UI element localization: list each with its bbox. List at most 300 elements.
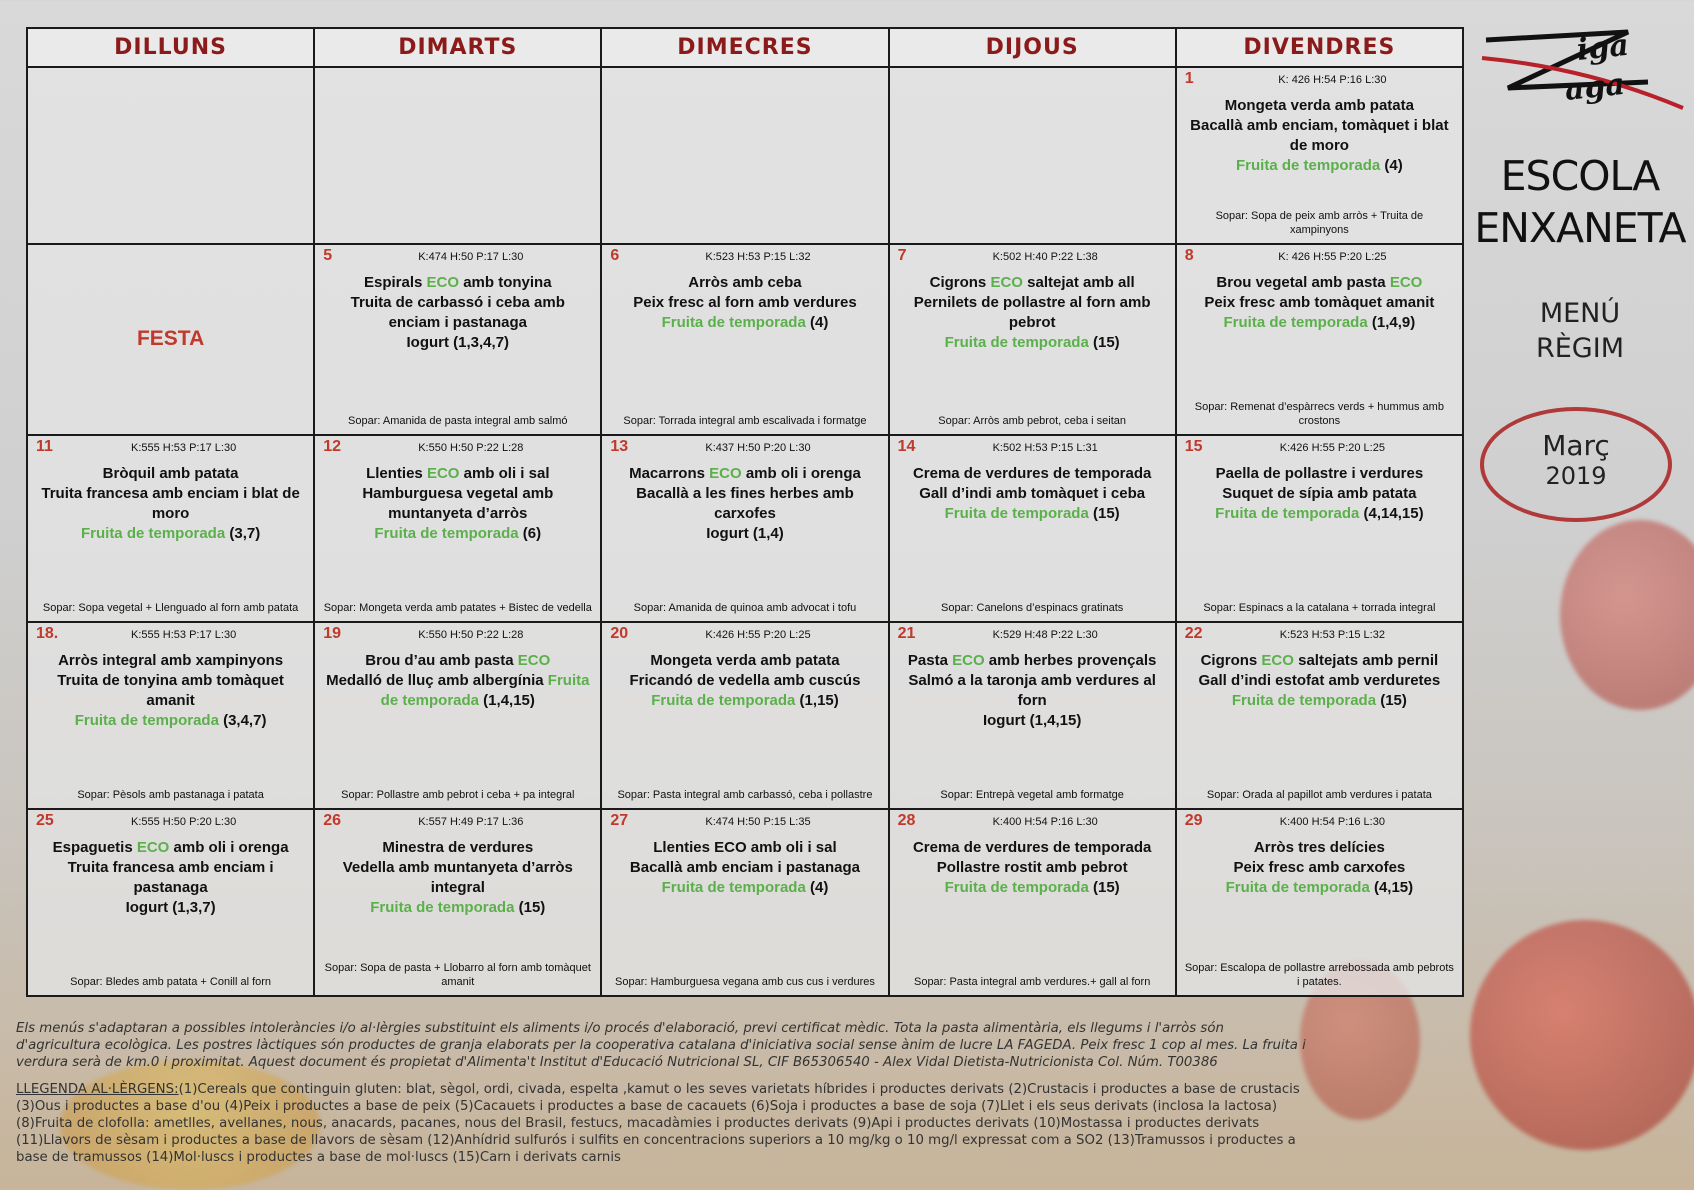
highlight-text: ECO — [990, 274, 1023, 291]
nutrition-info: K:523 H:53 P:15 L:32 — [1279, 629, 1385, 641]
day-number: 28 — [897, 812, 916, 829]
dish-text: Gall d’indi estofat amb verduretes — [1198, 672, 1441, 689]
dish-line — [610, 313, 879, 333]
footer — [16, 1020, 1306, 1166]
dish-line — [898, 504, 1167, 524]
dish-line — [36, 484, 305, 524]
side-panel — [1466, 0, 1694, 1000]
dish-text: Arròs amb ceba — [688, 274, 802, 291]
highlight-text: Fruita de temporada — [74, 712, 219, 729]
holiday-label: FESTA — [136, 327, 205, 350]
dish-line — [1185, 651, 1454, 671]
dish-text: amb oli i orenga — [169, 839, 289, 856]
legend-title: LLEGENDA AL·LÈRGENS: — [16, 1082, 179, 1097]
highlight-text: Fruita de temporada — [374, 525, 519, 542]
dinner-suggestion: Sopar: Orada al papillot amb verdures i patata — [1206, 789, 1432, 801]
day-cell — [314, 244, 601, 435]
dish-text: Truita de tonyina amb tomàquet amanit — [57, 672, 284, 709]
day-cell-content — [602, 436, 887, 621]
dish-text: Mongeta verda amb patata — [1224, 97, 1414, 114]
legend-text: (1)Cereals que continguin gluten: blat, sègol, ordi, civada, espelta ,kamut o les seves varietats híbrides i productes derivats (2)Crustacis i productes a base de crustacis (3)Ous i productes a base d'ou (4)Peix i productes a base de peix (5)Cacauets i productes a base de cacauets (6)Soja i productes a base de soja (7)Llet i els seus derivats (inclosa la lactosa) (8)Fruita de clofolla: ametlles, avellanes, nous, anacards, pacanes, nous del Brasil, festucs, macadàmies i productes derivats (9)Api i productes derivats (10)Mostassa i productes derivats (11)Llavors de sèsam i productes a base de llavors de sèsam (12)Anhídrid sulfurós i sulfits en concentracions superiors a 10 mg/kg o 10 mg/l expressat com a SO2 (13)Tramussos i productes a base de tramussos (14)Mol·luscs i productes a base de mol·luscs (15)Carn i derivats carnis — [16, 1082, 1300, 1165]
dish-line — [323, 293, 592, 333]
dish-text: Iogurt (1,3,7) — [125, 899, 216, 916]
highlight-text: Fruita de temporada — [380, 672, 590, 709]
day-number: 26 — [323, 812, 341, 829]
dish-text: (6) — [518, 525, 542, 542]
dish-text: (15) — [1088, 334, 1120, 351]
dish-list — [898, 651, 1167, 731]
dish-text: Truita francesa amb enciam i blat de moro — [41, 485, 300, 522]
dish-list — [323, 838, 592, 918]
dish-line — [610, 691, 879, 711]
day-cell — [601, 244, 888, 435]
dish-list — [610, 464, 879, 544]
dinner-suggestion: Sopar: Espinacs a la catalana + torrada integral — [1203, 602, 1436, 614]
dish-line — [898, 464, 1167, 484]
menu-type-line-1: MENÚ — [1539, 298, 1621, 329]
dish-line — [323, 464, 592, 484]
day-cell — [27, 809, 314, 996]
day-number: 14 — [897, 438, 916, 455]
dish-list — [610, 651, 879, 711]
dish-line — [1185, 671, 1454, 691]
dish-text: (1,4,9) — [1367, 314, 1416, 331]
dish-text: (1,4,15) — [479, 692, 535, 709]
dish-list — [1185, 838, 1454, 898]
day-cell-content — [890, 436, 1175, 621]
dish-line — [1185, 313, 1454, 333]
week-row — [27, 435, 1463, 622]
day-cell-content — [1177, 436, 1462, 621]
day-cell-content — [890, 623, 1175, 808]
dish-list — [323, 273, 592, 353]
day-cell — [27, 244, 314, 435]
dish-list — [36, 651, 305, 731]
dish-text: Hamburguesa vegetal amb muntanyeta d’arròs — [362, 485, 554, 522]
header-divendres: DIVENDRES — [1176, 28, 1463, 67]
dinner-suggestion: Sopar: Mongeta verda amb patates + Bistec de vedella — [323, 602, 592, 614]
day-cell — [889, 244, 1176, 435]
ziga-zaga-logo — [1478, 28, 1688, 118]
dinner-suggestion: Sopar: Pasta integral amb carbassó, ceba i pollastre — [617, 789, 873, 801]
day-number: 12 — [323, 438, 341, 455]
dish-list — [610, 273, 879, 333]
dish-text: Pollastre rostit amb pebrot — [936, 859, 1128, 876]
dish-text: Pasta — [907, 652, 953, 669]
dish-text: Gall d’indi amb tomàquet i ceba — [919, 485, 1146, 502]
dish-line — [1185, 691, 1454, 711]
dinner-suggestion: Sopar: Sopa de pasta + Llobarro al forn amb tomàquet amanit — [324, 962, 591, 988]
highlight-text: Fruita de temporada — [944, 879, 1089, 896]
dinner-suggestion: Sopar: Amanida de quinoa amb advocat i tofu — [633, 602, 857, 614]
dish-line — [1185, 878, 1454, 898]
dish-text: (4) — [805, 314, 829, 331]
day-cell — [889, 435, 1176, 622]
dish-text: Iogurt (1,4) — [706, 525, 784, 542]
dinner-suggestion: Sopar: Remenat d’espàrrecs verds + hummus amb crostons — [1194, 401, 1444, 427]
highlight-text: Fruita de temporada — [944, 505, 1089, 522]
school-line-1: ESCOLA — [1500, 152, 1660, 200]
dish-line — [1185, 116, 1454, 156]
day-cell — [1176, 622, 1463, 809]
highlight-text: ECO — [1389, 274, 1423, 291]
day-number: 13 — [610, 438, 629, 455]
school-line-2: ENXANETA — [1474, 204, 1686, 252]
day-cell-content — [315, 436, 600, 621]
week-row — [27, 67, 1463, 244]
school-name — [1466, 150, 1694, 254]
day-cell-content — [1177, 810, 1462, 995]
dish-line — [898, 333, 1167, 353]
day-cell — [1176, 244, 1463, 435]
dish-text: amb oli i orenga — [741, 465, 861, 482]
day-number: 19 — [323, 625, 341, 642]
day-number: 6 — [610, 247, 620, 264]
dish-text: Fricandó de vedella amb cuscús — [629, 672, 861, 689]
day-cell — [601, 622, 888, 809]
dish-text: saltejat amb all — [1022, 274, 1135, 291]
dish-text: Arròs integral amb xampinyons — [58, 652, 284, 669]
highlight-text: Fruita de temporada — [1215, 505, 1360, 522]
day-cell-content — [28, 436, 313, 621]
day-cell-content — [890, 810, 1175, 995]
dish-line — [36, 671, 305, 711]
dish-text: Iogurt (1,4,15) — [982, 712, 1082, 729]
dish-text: Cigrons — [929, 274, 991, 291]
nutrition-info: K:437 H:50 P:20 L:30 — [705, 442, 811, 454]
dish-text: Minestra de verdures — [382, 839, 534, 856]
day-cell — [314, 435, 601, 622]
day-cell-content — [28, 810, 313, 995]
dish-list — [898, 464, 1167, 524]
dish-text: saltejats amb pernil — [1293, 652, 1439, 669]
dish-text: (15) — [514, 899, 546, 916]
dish-line — [898, 273, 1167, 293]
nutrition-info: K:555 H:53 P:17 L:30 — [131, 442, 237, 454]
dish-list — [36, 464, 305, 544]
dish-line — [610, 858, 879, 878]
highlight-text: Fruita de temporada — [661, 879, 806, 896]
dish-line — [1185, 504, 1454, 524]
highlight-text: Fruita de temporada — [1231, 692, 1377, 709]
nutrition-info: K: 426 H:55 P:20 L:25 — [1278, 251, 1387, 263]
week-row — [27, 244, 1463, 435]
dish-text: Paella de pollastre i verdures — [1215, 465, 1424, 482]
day-cell — [601, 435, 888, 622]
dish-text: Iogurt (1,3,4,7) — [406, 334, 510, 351]
dish-text: (3,4,7) — [218, 712, 267, 729]
dish-text: amb oli i sal — [459, 465, 550, 482]
highlight-text: Fruita de temporada — [80, 525, 226, 542]
dish-line — [898, 711, 1167, 731]
week-row — [27, 622, 1463, 809]
highlight-text: ECO — [952, 652, 985, 669]
day-cell-content — [602, 810, 887, 995]
nutrition-info: K:550 H:50 P:22 L:28 — [418, 629, 524, 641]
nutrition-info: K: 426 H:54 P:16 L:30 — [1278, 74, 1387, 86]
day-number: 25 — [36, 812, 54, 829]
header-dijous: DIJOUS — [889, 28, 1176, 67]
dish-text: Truita de carbassó i ceba amb enciam i pastanaga — [350, 294, 565, 331]
day-cell — [314, 622, 601, 809]
dish-line — [1185, 156, 1454, 176]
dish-text: (3,7) — [225, 525, 261, 542]
dish-text: (4,14,15) — [1359, 505, 1424, 522]
dish-line — [898, 838, 1167, 858]
dish-text: Mongeta verda amb patata — [650, 652, 840, 669]
footer-notes: Els menús s'adaptaran a possibles intoleràncies i/o al·lèrgies substituint els aliments i/o procés d'elaboració, previ certificat mèdic. Tota la pasta alimentària, els llegums i l'arròs són d'agricultura ecològica. Les postres làctiques són productes de granja elaborats per la cooperativa catalana d'iniciativa social sense ànim de lucre LA FAGEDA. Peix fresc 1 cop al mes. La fruita i verdura serà de km.0 i proximitat. Aquest document és propietat d'Alimenta't Institut d'Educació Nutricional SL, CIF B65306540 - Alex Vidal Dietista-Nutricionista Col. Núm. T00386 — [16, 1021, 1306, 1070]
svg-text:aga: aga — [1563, 66, 1627, 108]
dish-list — [36, 838, 305, 918]
day-cell-content — [890, 68, 1175, 243]
dish-line — [36, 464, 305, 484]
dish-line — [1185, 293, 1454, 313]
dish-text: Crema de verdures de temporada — [912, 839, 1152, 856]
dinner-suggestion: Sopar: Torrada integral amb escalivada i formatge — [623, 415, 867, 427]
dinner-suggestion: Sopar: Sopa vegetal + Llenguado al forn amb patata — [42, 602, 299, 614]
year-label: 2019 — [1545, 462, 1607, 490]
day-cell-content — [602, 623, 887, 808]
dish-line — [610, 651, 879, 671]
dish-line — [610, 484, 879, 524]
dish-text: Bròquil amb patata — [102, 465, 239, 482]
day-cell-content — [1177, 245, 1462, 434]
nutrition-info: K:400 H:54 P:16 L:30 — [1279, 816, 1385, 828]
day-cell — [1176, 809, 1463, 996]
dish-text: Bacallà amb enciam, tomàquet i blat de moro — [1190, 117, 1449, 154]
dish-line — [1185, 273, 1454, 293]
day-number: 15 — [1184, 438, 1203, 455]
dish-list — [323, 651, 592, 711]
dish-text: (15) — [1376, 692, 1407, 709]
dish-text: Llenties ECO amb oli i sal — [653, 839, 837, 856]
dish-list — [1185, 273, 1454, 333]
dish-line — [36, 711, 305, 731]
dish-text: (1,15) — [795, 692, 839, 709]
dish-line — [323, 273, 592, 293]
dish-text: Cigrons — [1200, 652, 1262, 669]
dish-list — [610, 838, 879, 898]
menu-calendar — [26, 27, 1464, 997]
dish-line — [1185, 838, 1454, 858]
highlight-text: Fruita de temporada — [661, 314, 806, 331]
highlight-text: Fruita de temporada — [944, 334, 1089, 351]
day-cell-content — [315, 68, 600, 243]
day-cell-content — [28, 623, 313, 808]
dish-line — [36, 651, 305, 671]
week-row — [27, 809, 1463, 996]
dish-text: Bacallà amb enciam i pastanaga — [629, 859, 861, 876]
dish-line — [1185, 858, 1454, 878]
dish-text: Crema de verdures de temporada — [912, 465, 1152, 482]
dish-text: amb tonyina — [459, 274, 552, 291]
dish-line — [610, 878, 879, 898]
dish-text: Brou d’au amb pasta — [365, 652, 518, 669]
day-number: 22 — [1184, 625, 1203, 642]
dish-line — [323, 524, 592, 544]
day-number: 20 — [610, 625, 629, 642]
highlight-text: ECO — [136, 839, 170, 856]
dish-line — [36, 898, 305, 918]
dish-text: Espaguetis — [52, 839, 137, 856]
highlight-text: Fruita de temporada — [1223, 314, 1368, 331]
highlight-text: ECO — [709, 465, 742, 482]
day-cell-content — [315, 810, 600, 995]
dish-line — [36, 524, 305, 544]
dinner-suggestion: Sopar: Pollastre amb pebrot i ceba + pa integral — [341, 789, 575, 801]
day-cell — [601, 809, 888, 996]
dinner-suggestion: Sopar: Entrepà vegetal amb formatge — [940, 789, 1124, 801]
day-cell — [1176, 435, 1463, 622]
day-number: 7 — [897, 247, 907, 264]
nutrition-info: K:523 H:53 P:15 L:32 — [705, 251, 811, 263]
dish-line — [898, 293, 1167, 333]
dish-line — [610, 838, 879, 858]
dish-text: Truita francesa amb enciam i pastanaga — [67, 859, 274, 896]
dish-list — [898, 273, 1167, 353]
dish-text: Peix fresc amb tomàquet amanit — [1204, 294, 1435, 311]
dish-text: Vedella amb muntanyeta d’arròs integral — [342, 859, 573, 896]
nutrition-info: K:474 H:50 P:17 L:30 — [418, 251, 524, 263]
dinner-suggestion: Sopar: Canelons d’espinacs gratinats — [941, 602, 1124, 614]
nutrition-info: K:502 H:40 P:22 L:38 — [992, 251, 1098, 263]
dish-line — [610, 671, 879, 691]
nutrition-info: K:426 H:55 P:20 L:25 — [1279, 442, 1385, 454]
day-cell-content — [315, 245, 600, 434]
nutrition-info: K:474 H:50 P:15 L:35 — [705, 816, 811, 828]
dish-line — [610, 464, 879, 484]
day-cell — [601, 67, 888, 244]
highlight-text: Fruita de temporada — [651, 692, 796, 709]
nutrition-info: K:426 H:55 P:20 L:25 — [705, 629, 811, 641]
dish-line — [610, 293, 879, 313]
highlight-text: ECO — [426, 274, 460, 291]
day-cell — [27, 435, 314, 622]
dish-line — [323, 671, 592, 711]
day-cell — [27, 622, 314, 809]
dish-text: Espirals — [363, 274, 427, 291]
dish-text: Suquet de sípia amb patata — [1222, 485, 1417, 502]
dish-text: Brou vegetal amb pasta — [1216, 274, 1390, 291]
day-number: 5 — [323, 247, 333, 264]
nutrition-info: K:400 H:54 P:16 L:30 — [992, 816, 1098, 828]
day-cell-content — [602, 245, 887, 434]
dish-text: (4,15) — [1369, 879, 1414, 896]
nutrition-info: K:529 H:48 P:22 L:30 — [992, 629, 1098, 641]
dish-list — [898, 838, 1167, 898]
highlight-text: Fruita de temporada — [370, 899, 515, 916]
nutrition-info: K:555 H:53 P:17 L:30 — [131, 629, 237, 641]
highlight-text: ECO — [1261, 652, 1294, 669]
dish-line — [323, 333, 592, 353]
dish-text: Arròs tres delícies — [1253, 839, 1385, 856]
header-dilluns: DILLUNS — [27, 28, 314, 67]
dish-text: Llenties — [366, 465, 427, 482]
dish-text: Peix fresc al forn amb verdures — [633, 294, 857, 311]
day-cell — [27, 67, 314, 244]
dish-text: amb herbes provençals — [984, 652, 1157, 669]
dinner-suggestion: Sopar: Bledes amb patata + Conill al forn — [70, 976, 272, 988]
day-cell-content — [28, 68, 313, 243]
highlight-text: Fruita de temporada — [1236, 157, 1381, 174]
nutrition-info: K:502 H:53 P:15 L:31 — [992, 442, 1098, 454]
day-cell — [889, 622, 1176, 809]
dish-line — [36, 858, 305, 898]
dish-line — [1185, 464, 1454, 484]
dish-line — [898, 671, 1167, 711]
dish-text: Medalló de lluç amb albergínia — [326, 672, 548, 689]
dish-list — [1185, 96, 1454, 176]
dish-list — [1185, 464, 1454, 524]
menu-type-line-2: RÈGIM — [1535, 333, 1624, 364]
dish-text: Bacallà a les fines herbes amb carxofes — [636, 485, 854, 522]
dinner-suggestion: Sopar: Pèsols amb pastanaga i patata — [77, 789, 264, 801]
dish-line — [323, 898, 592, 918]
dish-text: Macarrons — [629, 465, 710, 482]
allergen-legend — [16, 1081, 1306, 1166]
day-number: 27 — [610, 812, 629, 829]
header-dimarts: DIMARTS — [314, 28, 601, 67]
month-badge — [1480, 407, 1672, 522]
day-cell — [1176, 67, 1463, 244]
day-cell-content — [1177, 623, 1462, 808]
day-cell — [889, 67, 1176, 244]
dish-text: (15) — [1088, 505, 1120, 522]
dish-line — [1185, 484, 1454, 504]
dish-text: Salmó a la taronja amb verdures al forn — [908, 672, 1156, 709]
dinner-suggestion: Sopar: Sopa de peix amb arròs + Truita de xampinyons — [1215, 210, 1424, 236]
day-cell-content — [1177, 68, 1462, 243]
highlight-text: ECO — [426, 465, 460, 482]
dish-line — [323, 858, 592, 898]
day-cell — [889, 809, 1176, 996]
header-dimecres: DIMECRES — [601, 28, 888, 67]
day-number: 18. — [36, 625, 59, 642]
day-cell — [314, 67, 601, 244]
day-cell-content — [890, 245, 1175, 434]
day-cell — [314, 809, 601, 996]
nutrition-info: K:557 H:49 P:17 L:36 — [418, 816, 524, 828]
dish-text: (4) — [805, 879, 829, 896]
dish-list — [323, 464, 592, 544]
nutrition-info: K:550 H:50 P:22 L:28 — [418, 442, 524, 454]
day-cell-content — [602, 68, 887, 243]
dinner-suggestion: Sopar: Pasta integral amb verdures.+ gall al forn — [913, 976, 1151, 988]
dinner-suggestion: Sopar: Arròs amb pebrot, ceba i seitan — [938, 415, 1127, 427]
dinner-suggestion: Sopar: Escalopa de pollastre arrebossada amb pebrots i patates. — [1184, 962, 1454, 988]
menu-type — [1466, 296, 1694, 366]
dish-text: (15) — [1088, 879, 1120, 896]
svg-text:iga: iga — [1575, 28, 1631, 68]
day-number: 11 — [36, 438, 53, 455]
dish-line — [323, 651, 592, 671]
day-number: 21 — [897, 625, 916, 642]
dish-list — [1185, 651, 1454, 711]
dish-text: (4) — [1380, 157, 1403, 174]
day-cell-content — [28, 245, 313, 434]
day-number: 29 — [1184, 812, 1203, 829]
dish-line — [323, 484, 592, 524]
dish-line — [36, 838, 305, 858]
dish-line — [898, 858, 1167, 878]
dish-text: Peix fresc amb carxofes — [1233, 859, 1406, 876]
month-label: Març — [1542, 429, 1610, 462]
day-cell-content — [315, 623, 600, 808]
dish-line — [610, 524, 879, 544]
dish-line — [898, 651, 1167, 671]
dish-line — [323, 838, 592, 858]
dinner-suggestion: Sopar: Amanida de pasta integral amb salmó — [348, 415, 568, 427]
